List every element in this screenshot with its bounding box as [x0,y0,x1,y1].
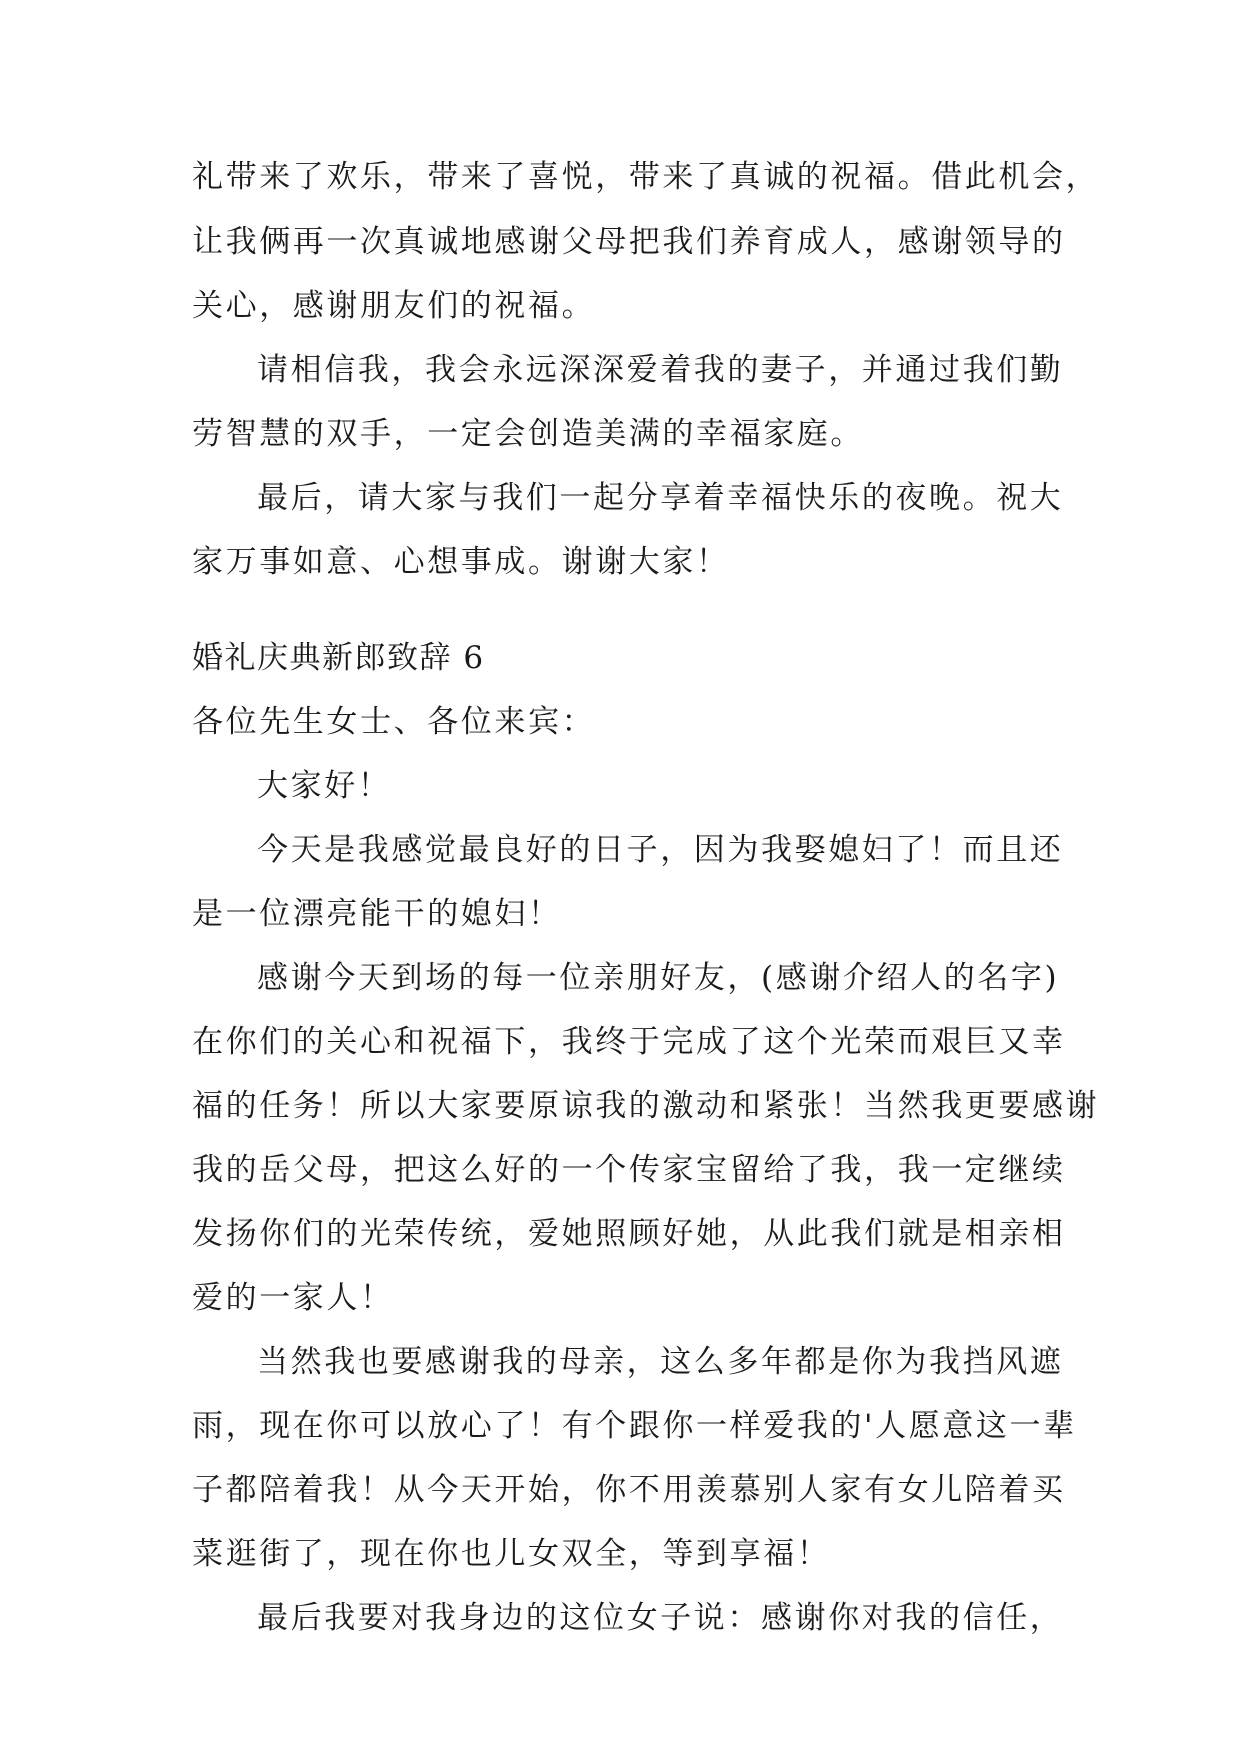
body-text-line: 我的岳父母，把这么好的一个传家宝留给了我，我一定继续 [192,1152,1066,1188]
body-text-line: 让我俩再一次真诚地感谢父母把我们养育成人，感谢领导的 [192,224,1066,260]
body-text-line: 当然我也要感谢我的母亲，这么多年都是你为我挡风遮 [257,1344,1064,1380]
body-text-line: 发扬你们的光荣传统，爱她照顾好她，从此我们就是相亲相 [192,1216,1066,1252]
section-heading: 婚礼庆典新郎致辞 6 [192,640,485,676]
salutation: 各位先生女士、各位来宾： [192,704,596,740]
body-text-line: 最后我要对我身边的这位女子说：感谢你对我的信任， [257,1600,1064,1636]
body-text-line: 劳智慧的双手，一定会创造美满的幸福家庭。 [192,416,864,452]
body-text-line: 福的任务！所以大家要原谅我的激动和紧张！当然我更要感谢 [192,1088,1100,1124]
body-text-line: 雨，现在你可以放心了！有个跟你一样爱我的'人愿意这一辈 [192,1408,1077,1444]
body-text-line: 礼带来了欢乐，带来了喜悦，带来了真诚的祝福。借此机会， [192,159,1100,195]
body-text-line: 今天是我感觉最良好的日子，因为我娶媳妇了！而且还 [257,832,1064,868]
body-text-line: 在你们的关心和祝福下，我终于完成了这个光荣而艰巨又幸 [192,1024,1066,1060]
body-text-line: 最后，请大家与我们一起分享着幸福快乐的夜晚。祝大 [257,480,1064,516]
body-text-line: 请相信我，我会永远深深爱着我的妻子，并通过我们勤 [257,352,1064,388]
greeting: 大家好！ [257,768,392,804]
body-text-line: 家万事如意、心想事成。谢谢大家！ [192,544,730,580]
body-text-line: 爱的一家人！ [192,1280,394,1316]
body-text-line: 关心，感谢朋友们的祝福。 [192,288,596,324]
body-text-line: 感谢今天到场的每一位亲朋好友，(感谢介绍人的名字) [257,960,1060,996]
body-text-line: 菜逛街了，现在你也儿女双全，等到享福！ [192,1536,831,1572]
body-text-line: 是一位漂亮能干的媳妇！ [192,896,562,932]
body-text-line: 子都陪着我！从今天开始，你不用羡慕别人家有女儿陪着买 [192,1472,1066,1508]
